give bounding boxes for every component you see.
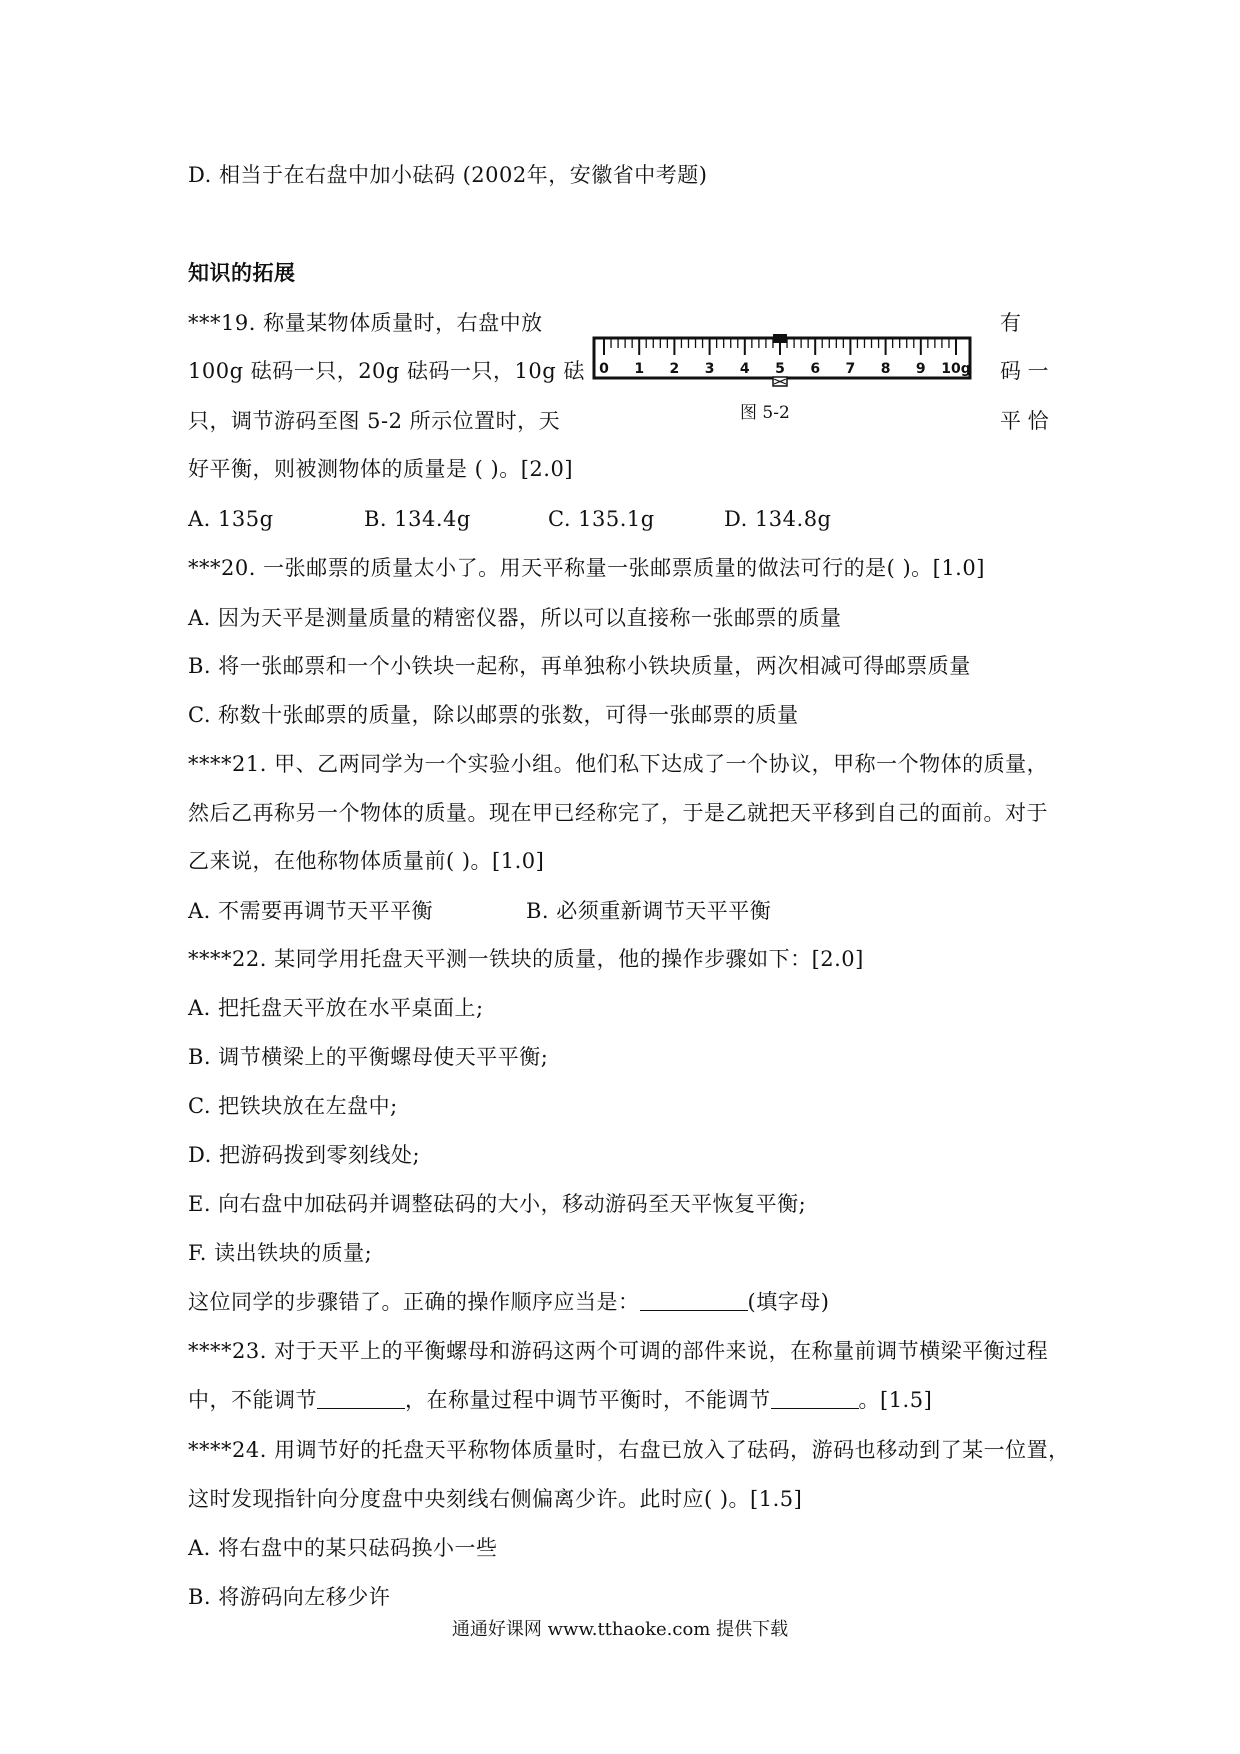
q23-blank-2[interactable] (771, 1386, 859, 1409)
q19-side-1: 有 (1000, 311, 1021, 335)
q21-option-a: A. 不需要再调节天平平衡 (188, 899, 434, 923)
rider-scale-figure (590, 332, 976, 392)
scale-label: 10g (941, 361, 971, 377)
scale-label: 4 (739, 361, 750, 377)
q23-text-b: ，在称量过程中调节平衡时，不能调节 (405, 1388, 771, 1412)
q22-answer-hint: (填字母) (747, 1290, 830, 1314)
section-title: 知识的拓展 (188, 260, 296, 285)
q23-line-1: ****23. 对于天平上的平衡螺母和游码这两个可调的部件来说，在称量前调节横梁平衡过程 (188, 1339, 1049, 1363)
q19-option-b: B. 134.4g (364, 507, 471, 531)
q22-step-e: E. 向右盘中加砝码并调整砝码的大小，移动游码至天平恢复平衡; (188, 1192, 807, 1216)
q19-line-1: ***19. 称量某物体质量时，右盘中放 (188, 311, 543, 335)
q21-line-3: 乙来说，在他称物体质量前( )。[1.0] (188, 849, 545, 873)
q23-text-c: 。[1.5] (858, 1388, 933, 1412)
q24-line-1: ****24. 用调节好的托盘天平称物体质量时，右盘已放入了砝码，游码也移动到了某一位置， (188, 1438, 1070, 1462)
scale-label: 7 (845, 361, 856, 377)
q19-option-d: D. 134.8g (724, 507, 832, 531)
q22-step-b: B. 调节横梁上的平衡螺母使天平平衡; (188, 1045, 549, 1069)
q24-option-b: B. 将游码向左移少许 (188, 1585, 391, 1609)
q21-line-2: 然后乙再称另一个物体的质量。现在甲已经称完了，于是乙就把天平移到自己的面前。对于 (188, 801, 1048, 825)
q22-step-c: C. 把铁块放在左盘中; (188, 1094, 398, 1118)
q19-option-a: A. 135g (188, 507, 274, 531)
q24-option-a: A. 将右盘中的某只砝码换小一些 (188, 1536, 498, 1560)
q20-option-a: A. 因为天平是测量质量的精密仪器，所以可以直接称一张邮票的质量 (188, 606, 842, 630)
q22-step-d: D. 把游码拨到零刻线处; (188, 1143, 421, 1167)
q23-line-2 (188, 1385, 932, 1415)
page-footer: 通通好课网 www.tthaoke.com 提供下载 (451, 1619, 789, 1640)
scale-label: 2 (669, 361, 680, 377)
q20-option-c: C. 称数十张邮票的质量，除以邮票的张数，可得一张邮票的质量 (188, 703, 799, 727)
q23-text-a: 中，不能调节 (188, 1388, 317, 1412)
q22-answer-line (188, 1287, 829, 1317)
q22-step-f: F. 读出铁块的质量; (188, 1241, 373, 1265)
q20-option-b: B. 将一张邮票和一个小铁块一起称，再单独称小铁块质量，两次相减可得邮票质量 (188, 654, 971, 678)
q19-options (188, 504, 832, 534)
option-d-previous: D. 相当于在右盘中加小砝码 (2002年，安徽省中考题) (188, 163, 708, 187)
q22-stem: ****22. 某同学用托盘天平测一铁块的质量，他的操作步骤如下：[2.0] (188, 947, 864, 971)
rider-scale-svg (590, 332, 976, 392)
q21-options (188, 896, 771, 926)
scale-label: 0 (599, 361, 609, 377)
q22-step-a: A. 把托盘天平放在水平桌面上; (188, 996, 484, 1020)
rider-top (773, 334, 787, 343)
q23-blank-1[interactable] (317, 1386, 405, 1409)
q19-line-3: 只，调节游码至图 5-2 所示位置时，天 (188, 409, 561, 433)
q20-stem: ***20. 一张邮票的质量太小了。用天平称量一张邮票质量的做法可行的是( )。[1.0] (188, 556, 985, 580)
q19-side-2: 码 一 (1000, 359, 1049, 383)
scale-label: 8 (880, 361, 891, 377)
q19-option-c: C. 135.1g (548, 507, 655, 531)
q21-line-1: ****21. 甲、乙两同学为一个实验小组。他们私下达成了一个协议，甲称一个物体的质量， (188, 752, 1049, 776)
q19-line-2: 100g 砝码一只，20g 砝码一只，10g 砝 (188, 359, 585, 383)
q22-answer-prompt: 这位同学的步骤错了。正确的操作顺序应当是： (188, 1290, 640, 1314)
scale-label: 3 (704, 361, 715, 377)
scale-label: 1 (634, 361, 645, 377)
q24-line-2: 这时发现指针向分度盘中央刻线右侧偏离少许。此时应( )。[1.5] (188, 1487, 803, 1511)
q22-answer-blank[interactable] (640, 1288, 748, 1311)
q19-side-3: 平 恰 (1000, 409, 1049, 433)
q19-line-4: 好平衡，则被测物体的质量是 ( )。[2.0] (188, 457, 574, 481)
scale-label: 5 (775, 361, 785, 377)
scale-label: 9 (915, 361, 926, 377)
scale-label: 6 (810, 361, 821, 377)
q21-option-b: B. 必须重新调节天平平衡 (526, 899, 772, 923)
figure-caption: 图 5-2 (740, 403, 790, 423)
